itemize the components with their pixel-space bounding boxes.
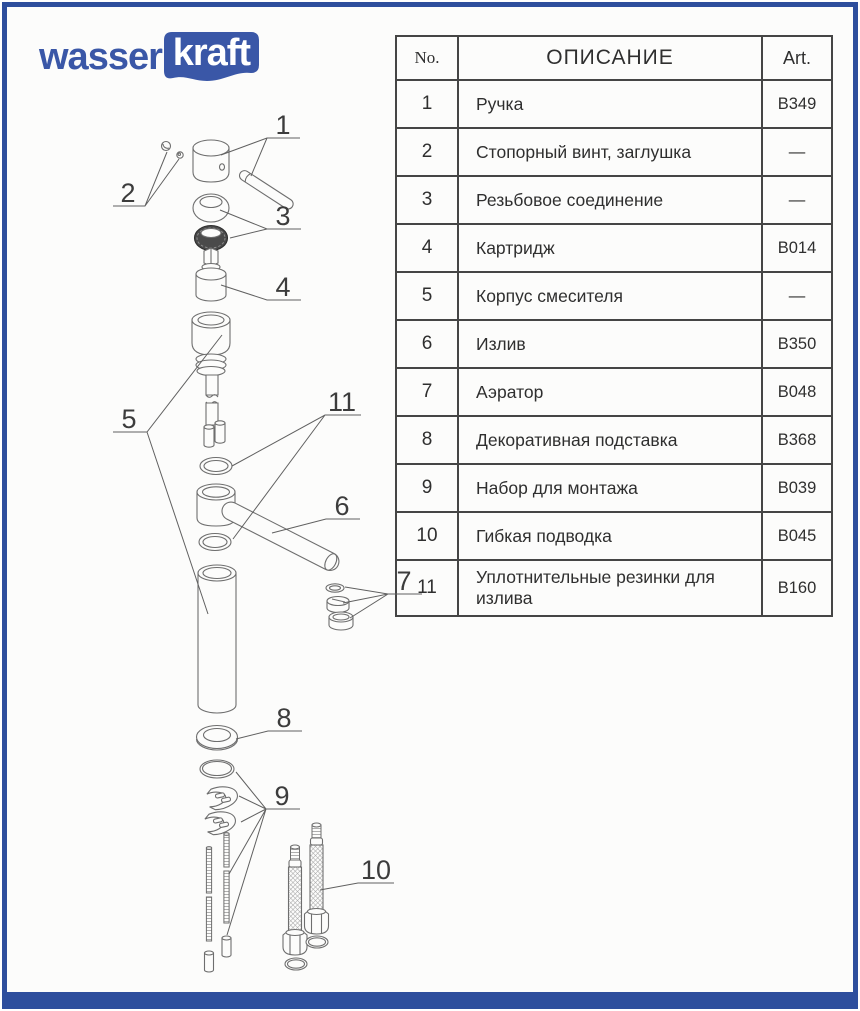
part-number: 2 <box>396 128 458 176</box>
callout-label-3: 3 <box>275 201 291 231</box>
part-article: B368 <box>762 416 832 464</box>
column-header-description: ОПИСАНИЕ <box>458 36 762 80</box>
callout-label-4: 4 <box>275 272 291 302</box>
part-description: Декоративная подставка <box>458 416 762 464</box>
part-article: B048 <box>762 368 832 416</box>
part-number: 9 <box>396 464 458 512</box>
part-number: 8 <box>396 416 458 464</box>
part-8-decorative-base <box>197 726 238 751</box>
logo-text-kraft: kraft <box>172 32 251 74</box>
part-7-aerator <box>326 584 353 630</box>
part-article: — <box>762 272 832 320</box>
part-article: B350 <box>762 320 832 368</box>
part-10-flexible-hoses <box>283 823 329 970</box>
part-description: Стопорный винт, заглушка <box>458 128 762 176</box>
part-article: B045 <box>762 512 832 560</box>
part-number: 6 <box>396 320 458 368</box>
column-header-art: Art. <box>762 36 832 80</box>
part-article: — <box>762 128 832 176</box>
part-description: Резьбовое соединение <box>458 176 762 224</box>
callout-label-8: 8 <box>276 703 292 733</box>
callout-label-6: 6 <box>334 491 350 521</box>
part-description: Набор для монтажа <box>458 464 762 512</box>
callout-label-10: 10 <box>360 855 392 885</box>
part-description: Ручка <box>458 80 762 128</box>
part-number: 10 <box>396 512 458 560</box>
part-article: — <box>762 176 832 224</box>
part-4-cartridge <box>196 248 226 301</box>
part-description: Гибкая подводка <box>458 512 762 560</box>
part-number: 7 <box>396 368 458 416</box>
part-description: Корпус смесителя <box>458 272 762 320</box>
callout-label-5: 5 <box>121 404 137 434</box>
callout-label-11: 11 <box>327 387 357 417</box>
callout-label-2: 2 <box>120 178 136 208</box>
column-header-no: No. <box>396 36 458 80</box>
part-2-stop-screw-and-plug <box>162 142 184 159</box>
part-description: Излив <box>458 320 762 368</box>
part-number: 5 <box>396 272 458 320</box>
callout-label-9: 9 <box>274 781 290 811</box>
callout-label-1: 1 <box>275 110 291 140</box>
catalog-page <box>2 2 858 1009</box>
callout-label-7: 7 <box>396 566 412 596</box>
part-number: 11 <box>396 560 458 616</box>
part-number: 4 <box>396 224 458 272</box>
exploded-diagram <box>5 5 858 1009</box>
part-number: 3 <box>396 176 458 224</box>
callout-labels <box>120 110 411 885</box>
part-6-spout <box>197 484 342 574</box>
part-article: B160 <box>762 560 832 616</box>
part-3-threaded-connection <box>193 194 229 251</box>
part-article: B014 <box>762 224 832 272</box>
part-article: B349 <box>762 80 832 128</box>
part-description: Картридж <box>458 224 762 272</box>
part-description: Уплотнительные резинки для излива <box>458 560 762 616</box>
logo-text-wasser: wasser <box>39 36 162 78</box>
part-description: Аэратор <box>458 368 762 416</box>
part-number: 1 <box>396 80 458 128</box>
part-article: B039 <box>762 464 832 512</box>
